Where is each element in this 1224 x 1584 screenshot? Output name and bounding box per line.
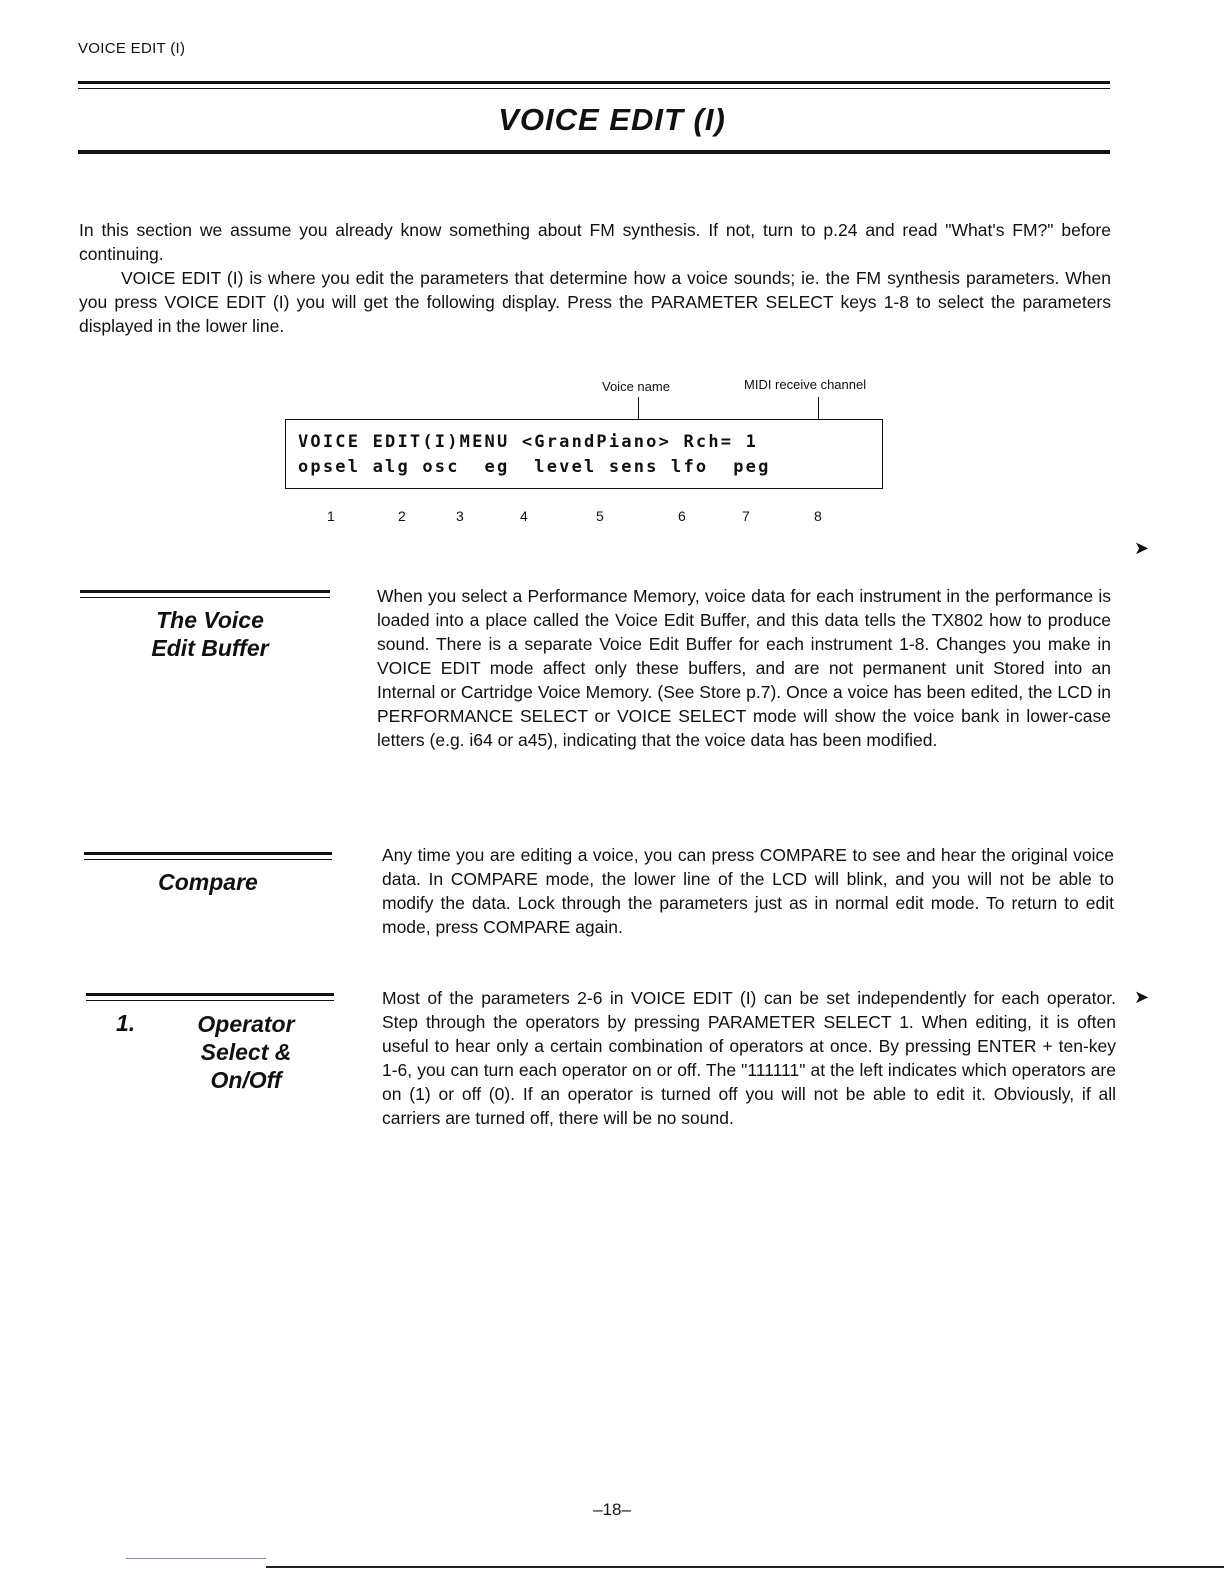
midi-channel-pointer bbox=[818, 397, 819, 419]
section-title-voice-edit-buffer bbox=[110, 606, 310, 662]
section-title-line: The Voice bbox=[156, 607, 264, 633]
margin-arrow-mark-icon: ➤ bbox=[1134, 538, 1150, 558]
section-rule-thin bbox=[84, 859, 332, 860]
lcd-line-2: opsel alg osc eg level sens lfo peg bbox=[298, 457, 771, 477]
section-title-compare: Compare bbox=[158, 869, 258, 895]
midi-channel-callout: MIDI receive channel bbox=[744, 377, 867, 392]
footer-rule-right bbox=[266, 1566, 1224, 1568]
title-top-rule-thin bbox=[78, 88, 1110, 89]
intro-text bbox=[79, 218, 1111, 338]
compare-body: Any time you are editing a voice, you can press COMPARE to see and hear the original voice data. In COMPARE mode, the lower line of the LCD will blink, and you will not be able to modify the data. Lock through the parameters just as in normal edit mode. To return to edit mode, press COMPARE again. bbox=[382, 845, 1114, 937]
page-title: VOICE EDIT (I) bbox=[498, 102, 726, 137]
footer-rule-left bbox=[126, 1558, 266, 1559]
lcd-display bbox=[285, 419, 883, 489]
key-number-4: 4 bbox=[520, 508, 528, 524]
voice-edit-buffer-body: When you select a Performance Memory, voice data for each instrument in the performance is loaded into a place called the Voice Edit Buffer, and this data tells the TX802 how to produce sound. There is a separate Voice Edit Buffer for each instrument 1-8. Changes you make in VOICE EDIT mode affect only these buffers, and are not permanent unit Stored into an Internal or Cartridge Voice Memory. (See Store p.7). Once a voice has been edited, the LCD in PERFORMANCE SELECT or VOICE SELECT mode will show the voice bank in lower-case letters (e.g. i64 or a45), indicating that the voice data has been modified. bbox=[377, 586, 1111, 750]
section-title-line: On/Off bbox=[210, 1067, 282, 1093]
intro-paragraph-2: VOICE EDIT (I) is where you edit the parameters that determine how a voice sounds; ie. the FM synthesis parameters. When you press VOICE EDIT (I) you will get the following display. Press the PARAMETER SELECT keys 1-8 to select the parameters displayed in the lower line. bbox=[79, 268, 1111, 336]
section-rule-thin bbox=[80, 597, 330, 598]
section-title-operator-select bbox=[146, 1010, 346, 1094]
section-rule-thick bbox=[80, 590, 330, 593]
section-rule-thick bbox=[86, 993, 334, 996]
operator-select-body: Most of the parameters 2-6 in VOICE EDIT (I) can be set independently for each operator. Step through the operators by pressing PARAMETER SELECT 1. When editing, it is often useful to hear only a certain combination of operators at once. By pressing ENTER + ten-key 1-6, you can turn each operator on or off. The "111111" at the left indicates which operators are on (1) or off (0). If an operator is turned off you will not be able to edit it. Obviously, if all carriers are turned off, there will be no sound. bbox=[382, 988, 1116, 1128]
key-number-8: 8 bbox=[814, 508, 822, 524]
section-number: 1. bbox=[116, 1010, 136, 1036]
section-rule-thick bbox=[84, 852, 332, 855]
key-number-1: 1 bbox=[327, 508, 335, 524]
running-header: VOICE EDIT (I) bbox=[78, 40, 186, 57]
section-title-line: Select & bbox=[200, 1039, 292, 1065]
margin-arrow-mark-icon: ➤ bbox=[1134, 987, 1150, 1007]
lcd-line-1: VOICE EDIT(I)MENU <GrandPiano> Rch= 1 bbox=[298, 432, 759, 452]
section-rule-thin bbox=[86, 1000, 334, 1001]
key-number-7: 7 bbox=[742, 508, 750, 524]
key-number-5: 5 bbox=[596, 508, 604, 524]
voice-name-callout: Voice name bbox=[602, 379, 670, 394]
page-number: –18– bbox=[593, 1500, 631, 1519]
title-bottom-rule bbox=[78, 150, 1110, 154]
section-title-line: Edit Buffer bbox=[151, 635, 269, 661]
key-number-2: 2 bbox=[398, 508, 406, 524]
intro-paragraph-1: In this section we assume you already know something about FM synthesis. If not, turn to p.24 and read "What's FM?" before continuing. bbox=[79, 220, 1111, 264]
key-number-6: 6 bbox=[678, 508, 686, 524]
title-top-rule-thick bbox=[78, 81, 1110, 84]
section-title-line: Operator bbox=[197, 1011, 295, 1037]
key-number-3: 3 bbox=[456, 508, 464, 524]
voice-name-pointer bbox=[638, 397, 639, 419]
